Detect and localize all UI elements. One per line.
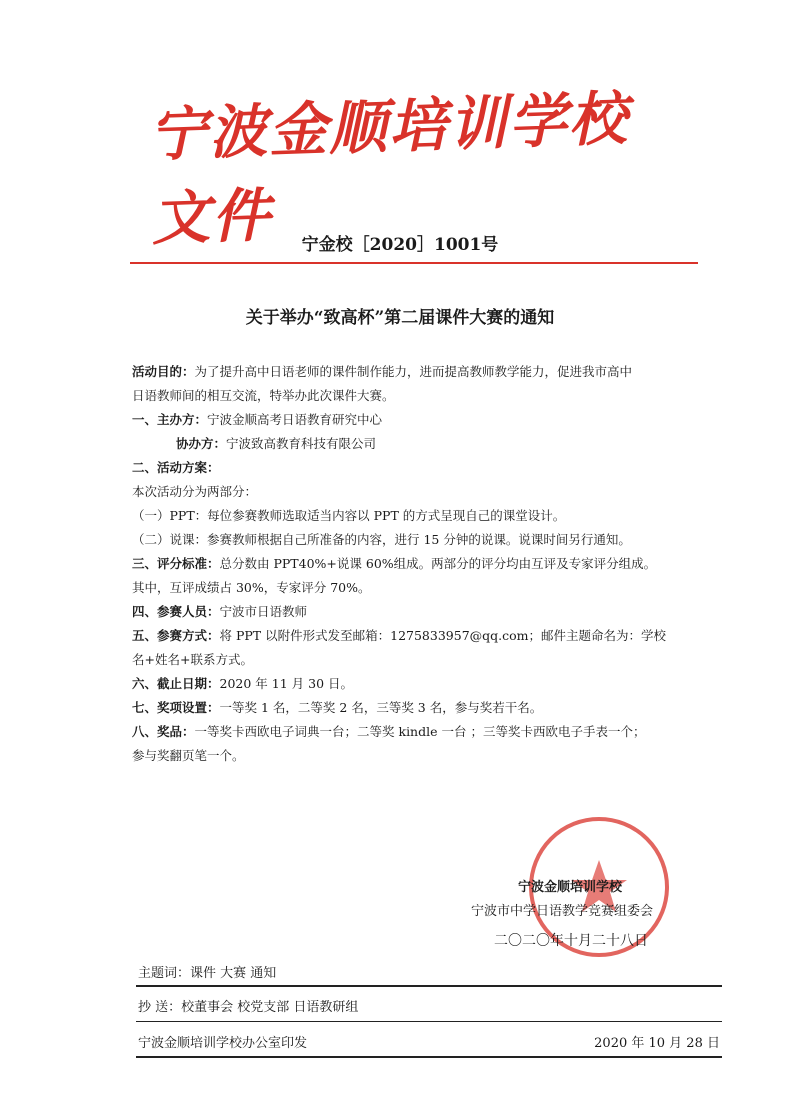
awards-text: 一等奖 1 名，二等奖 2 名，三等奖 3 名，参与奖若干名。: [219, 700, 543, 715]
cohost-label: 协办方：: [176, 436, 227, 451]
issuer-office: 宁波金顺培训学校办公室印发: [138, 1036, 308, 1051]
footer-divider-top: [136, 985, 722, 987]
document-number: 宁金校［2020］1001号: [301, 235, 499, 255]
purpose-text-cont: 日语教师间的相互交流，特举办此次课件大赛。: [132, 388, 395, 403]
footer-divider-bottom: [136, 1056, 722, 1058]
cohost-text: 宁波致高教育科技有限公司: [226, 436, 377, 451]
prizes-label: 八、奖品：: [132, 724, 195, 739]
plan-item-ppt: （一）PPT：每位参赛教师选取适当内容以 PPT 的方式呈现自己的课堂设计。: [132, 508, 566, 523]
host-label: 一、主办方：: [132, 412, 208, 427]
signature-school: 宁波金顺培训学校: [518, 880, 623, 895]
issue-date: 2020 年 10 月 28 日: [594, 1036, 720, 1051]
criteria-text: 总分数由 PPT40%+说课 60%组成。两部分的评分均由互评及专家评分组成。: [219, 556, 657, 571]
header-red-rule: [130, 262, 698, 264]
plan-label: 二、活动方案：: [132, 460, 220, 475]
method-label: 五、参赛方式：: [132, 628, 220, 643]
plan-item-talk: （二）说课：参赛教师根据自己所准备的内容，进行 15 分钟的说课。说课时间另行通知。: [132, 532, 631, 547]
signature-date: 二〇二〇年十月二十八日: [494, 933, 648, 949]
notice-title: 关于举办“致高杯”第二届课件大赛的通知: [245, 308, 555, 328]
criteria-text-cont: 其中，互评成绩占 30%，专家评分 70%。: [132, 580, 371, 595]
deadline-text: 2020 年 11 月 30 日。: [219, 676, 354, 691]
method-text-cont: 名+姓名+联系方式。: [132, 652, 253, 667]
subject-words: 主题词：课件 大赛 通知: [138, 966, 277, 981]
participants-text: 宁波市日语教师: [219, 604, 308, 619]
host-text: 宁波金顺高考日语教育研究中心: [207, 412, 383, 427]
deadline-label: 六、截止日期：: [132, 676, 220, 691]
method-text: 将 PPT 以附件形式发至邮箱：1275833957@qq.com；邮件主题命名为：学校: [219, 628, 667, 643]
cc-recipients: 抄 送：校董事会 校党支部 日语教研组: [138, 1000, 359, 1015]
criteria-label: 三、评分标准：: [132, 556, 220, 571]
purpose-label: 活动目的：: [132, 364, 195, 379]
prizes-text-cont: 参与奖翻页笔一个。: [132, 748, 245, 763]
awards-label: 七、奖项设置：: [132, 700, 220, 715]
purpose-text: 为了提升高中日语老师的课件制作能力，进而提高教师教学能力，促进我市高中: [194, 364, 633, 379]
participants-label: 四、参赛人员：: [132, 604, 220, 619]
org-header-title: 宁波金顺培训学校文件: [147, 84, 630, 254]
plan-intro: 本次活动分为两部分：: [132, 484, 258, 499]
issuer-line: [138, 1032, 720, 1051]
signature-committee: 宁波市中学日语教学竞赛组委会: [471, 904, 654, 919]
footer-divider-middle: [136, 1021, 722, 1022]
prizes-text: 一等奖卡西欧电子词典一台；二等奖 kindle 一台 ；三等奖卡西欧电子手表一个；: [194, 724, 646, 739]
notice-body: [132, 360, 707, 768]
